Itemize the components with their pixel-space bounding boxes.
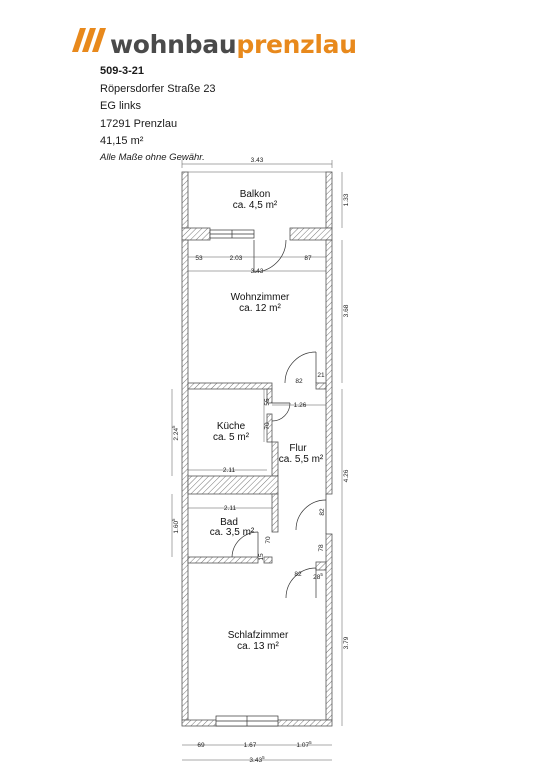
apartment-floor: EG links — [100, 100, 141, 112]
apartment-city: 17291 Prenzlau — [100, 117, 178, 130]
room-schlafzimmer-name: Schlafzimmer — [227, 630, 289, 641]
dim-flur-width: 1.26 — [293, 402, 307, 409]
dim-flur-length: 4.26 — [343, 469, 350, 483]
dim-bad-small: 15 — [258, 553, 265, 561]
dim-wohn-depth: 3.68 — [343, 304, 350, 318]
room-balkon-area: ca. 4,5 m² — [232, 200, 278, 211]
dim-opening: 2.03 — [229, 255, 243, 262]
room-kueche-area: ca. 5 m² — [212, 432, 250, 443]
disclaimer-note: Alle Maße ohne Gewähr. — [100, 151, 205, 163]
dim-kueche-depth-sup: 5 — [171, 425, 176, 428]
apartment-id: 509-3-21 — [100, 65, 145, 77]
dim-bottom-right-value: 1.07 — [296, 742, 310, 749]
outer-wall-right-lower — [326, 534, 332, 720]
dim-bottom-total — [249, 755, 265, 764]
dim-flur-small: 21 — [317, 372, 325, 379]
dim-door: 87 — [304, 255, 312, 262]
dim-bad-door-right: 82 — [319, 508, 326, 516]
dim-kueche-depth — [171, 425, 180, 441]
apartment-area: 41,15 m² — [100, 135, 144, 147]
dim-balkon-depth: 1.33 — [343, 193, 350, 207]
wall-bad-bottom-right — [264, 557, 272, 563]
dim-bad-depth-value: 1.60 — [173, 520, 180, 534]
outer-wall-right-upper — [326, 240, 332, 494]
outer-wall-left — [182, 240, 188, 720]
room-flur-name: Flur — [289, 443, 307, 454]
room-kueche-name: Küche — [216, 421, 246, 432]
room-wohnzimmer-name: Wohnzimmer — [230, 292, 290, 303]
balkon-wall-right — [326, 172, 332, 228]
room-flur-area: ca. 5,5 m² — [278, 454, 324, 465]
dim-bottom-right-sup: 5 — [309, 740, 312, 745]
dim-top-width: 3.43 — [250, 157, 264, 164]
dim-kueche-depth-value: 2.24 — [173, 427, 180, 441]
door-kueche — [272, 403, 290, 421]
wall-bad-right — [272, 494, 278, 532]
wall-flur-corner — [316, 562, 326, 570]
dim-bad-corner — [313, 572, 323, 581]
wall-bad-bottom — [188, 557, 258, 563]
room-bad-name: Bad — [220, 517, 238, 528]
dim-bad-width: 2.11 — [223, 505, 237, 512]
dim-bad-corner-sup: 5 — [320, 572, 323, 577]
room-balkon-name: Balkon — [239, 189, 271, 200]
wall-kueche-bad — [188, 476, 278, 494]
balkon-wall-left — [182, 172, 188, 228]
dim-bad-wall: 70 — [265, 536, 272, 544]
dim-kueche-door: 55 — [264, 398, 271, 406]
dim-wall-left: 53 — [195, 255, 203, 262]
room-bad-area: ca. 3,5 m² — [209, 527, 255, 538]
dim-kueche-wall: 70 — [264, 422, 271, 430]
brand-part1: wohnbau — [110, 30, 237, 59]
wall-balkon-left — [182, 228, 210, 240]
window-schlafzimmer — [216, 716, 278, 726]
dim-bottom-total-value: 3.43 — [249, 757, 263, 764]
dim-schlaf-depth: 3.79 — [343, 636, 350, 650]
wall-balkon-right — [290, 228, 332, 240]
dim-bad-depth-sup: 5 — [171, 518, 176, 521]
dim-bad-small2: 78 — [318, 544, 325, 552]
dim-bad-corner-value: 28 — [313, 574, 321, 581]
apartment-street: Röpersdorfer Straße 23 — [100, 82, 216, 95]
dim-bottom-mid: 1.67 — [243, 742, 257, 749]
room-wohnzimmer-area: ca. 12 m² — [239, 303, 281, 314]
wall-wohn-flur — [316, 383, 326, 389]
dim-bottom-left: 69 — [197, 742, 205, 749]
dim-bad-depth — [171, 518, 180, 534]
dim-bad-door: 82 — [294, 571, 302, 578]
window-balkon — [210, 230, 254, 238]
dim-bottom-total-sup: 5 — [262, 755, 265, 760]
brand-part2: prenzlau — [236, 30, 357, 59]
dim-wohn-width: 3.43 — [250, 268, 264, 275]
wall-flur-left — [272, 442, 278, 476]
room-schlafzimmer-area: ca. 13 m² — [237, 641, 279, 652]
dim-flur-door: 82 — [295, 378, 303, 385]
dim-bottom-right — [296, 740, 312, 749]
wall-wohn-kueche — [188, 383, 272, 389]
dim-kueche-width: 2.11 — [222, 467, 236, 474]
